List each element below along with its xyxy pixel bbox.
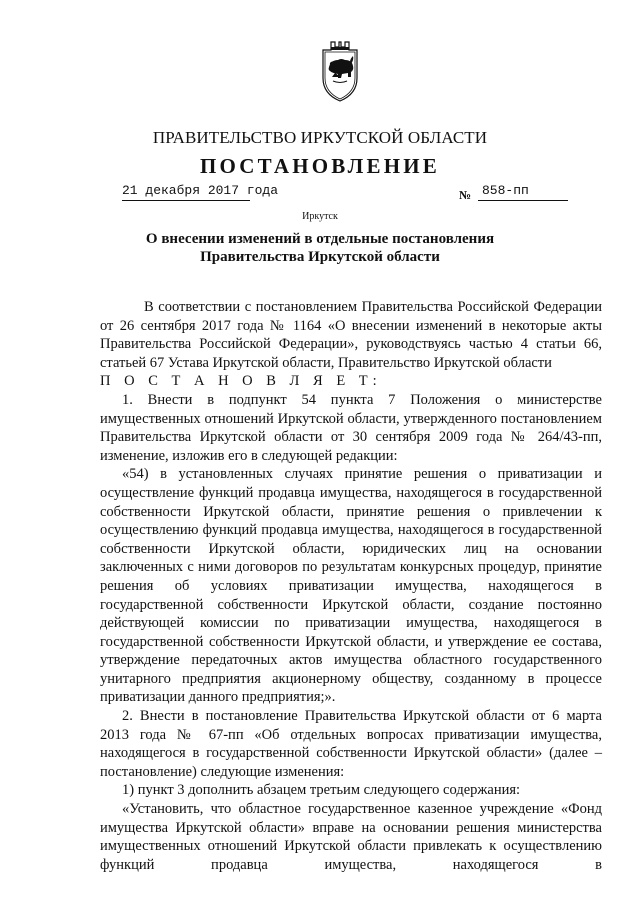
organization-name: ПРАВИТЕЛЬСТВО ИРКУТСКОЙ ОБЛАСТИ [152,128,488,147]
preamble-paragraph: В соответствии с постановлением Правительства Российской Федерации от 26 сентября 2017 года № 1164 «О внесении изменений в некоторые акты Правительства Российской Федерации», руководствуясь частью 4 статьи 66, статьей 67 Устава Иркутской области, Правительство Иркутской области [100,299,602,371]
number-sign: № [459,188,472,202]
resolve-word: П О С Т А Н О В Л Я Е Т: [100,373,382,390]
item-2-paragraph: 2. Внести в постановление Правительства Иркутской области от 6 марта 2013 года № 67-пп «Об отдельных вопросах приватизации имущества, находящегося в государственной собственности Иркутской области» (далее – постановление) следующие изменения: [100,708,602,780]
title-line-1: О внесении изменений в отдельные постановления [145,231,495,247]
title-line-2: Правительства Иркутской области [200,249,440,265]
item-2-1-paragraph: 1) пункт 3 дополнить абзацем третьим следующего содержания: [122,782,521,799]
quote-1-paragraph: «54) в установленных случаях принятие решения о приватизации и осуществление функций продавца имущества, находящегося в государственной собственности Иркутской области, принятие решения о привлечении к осуществлению функций продавца имущества, находящегося в государственной собственности Иркутской области, юридических лиц на основании заключенных с ними договоров по результатам конкурсных процедур, принятие решения об условиях приватизации имущества, находящегося в государственной собственности Иркутской области, создание постоянно действующей комиссии по приватизации имущества, находящегося в государственной собственности Иркутской области, и утверждение ее состава, утверждение передаточных актов имущества областного государственного унитарного предприятия акционерному обществу, созданному в процессе приватизации данного предприятия;». [100,466,602,706]
document-body [100,298,602,874]
document-number: 858-пп [478,183,568,201]
irkutsk-coat-of-arms-icon [321,40,359,102]
city-name: Иркутск [302,211,338,222]
document-type: ПОСТАНОВЛЕНИЕ [199,154,441,178]
document-date: 21 декабря 2017 года [122,183,250,201]
item-1-paragraph: 1. Внести в подпункт 54 пункта 7 Положения о министерстве имущественных отношений Иркутской области, утвержденного постановлением Правительства Иркутской области от 30 сентября 2009 года № 264/43-пп, изменение, изложив его в следующей редакции: [100,391,602,464]
quote-2-paragraph: «Установить, что областное государственное казенное учреждение «Фонд имущества Иркутской области» вправе на основании решения министерства имущественных отношений Иркутской области привлекать к осуществлению функций продавца имущества, находящегося в [100,801,602,873]
document-title [0,230,640,266]
